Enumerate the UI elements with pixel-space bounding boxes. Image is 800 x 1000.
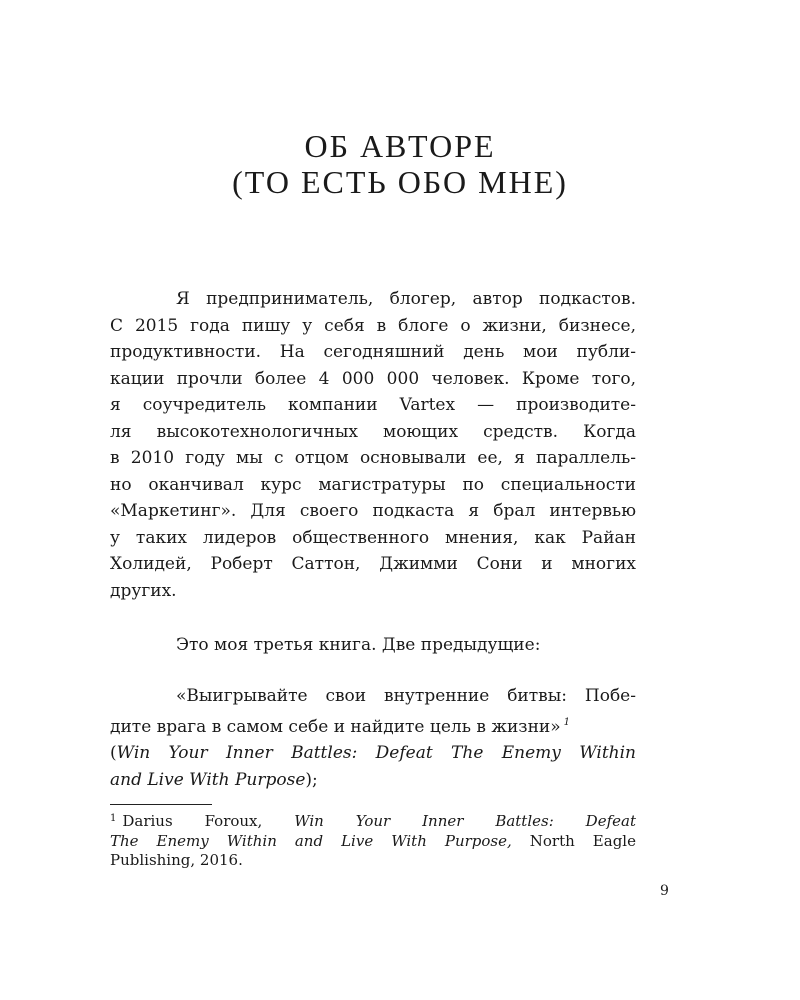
- paragraph-books-intro: [110, 632, 636, 659]
- book-title-english-cont: and Live With Purpose: [110, 769, 306, 790]
- footnote-reference[interactable]: 1: [563, 716, 570, 728]
- text-line: Я предприниматель, блогер, автор подкастов.: [176, 289, 636, 309]
- text-line: «Маркетинг». Для своего подкаста я брал интервью: [110, 501, 636, 521]
- footnote-title-cont: The Enemy Within and Live With Purpose,: [110, 831, 512, 850]
- text-line: ля высокотехнологичных моющих средств. Когда: [110, 421, 636, 442]
- text-line: у таких лидеров общественного мнения, как Райан: [110, 527, 636, 548]
- text-line: но оканчивал курс магистратуры по специальности: [110, 474, 636, 495]
- close-paren: );: [305, 769, 318, 790]
- page-number: 9: [660, 883, 669, 899]
- text-line: я соучредитель компании Vartex — производите-: [110, 395, 636, 415]
- paragraph-first-book: [110, 683, 636, 793]
- text-line: других.: [110, 580, 177, 601]
- book-title-russian: дите врага в самом себе и найдите цель в жизни»: [110, 716, 561, 737]
- text-line: Холидей, Роберт Саттон, Джимми Сони и многих: [110, 554, 636, 574]
- title-line-2: (ТО ЕСТЬ ОБО МНЕ): [232, 164, 568, 200]
- text-line: [110, 710, 636, 741]
- book-title-english: Win Your Inner Battles: Defeat The Enemy Within: [116, 743, 636, 763]
- text-line: [110, 740, 636, 767]
- footnote-title: Win Your Inner Battles: Defeat: [294, 812, 636, 830]
- text-line: кации прочли более 4 000 000 человек. Кроме того,: [110, 368, 636, 389]
- text-line: в 2010 году мы с отцом основывали ее, я параллель-: [110, 448, 636, 468]
- open-paren: (: [110, 743, 117, 763]
- footnote-author: Darius Foroux,: [122, 812, 263, 830]
- footnote-line: Publishing, 2016.: [110, 851, 243, 869]
- text-line: Это моя третья книга. Две предыдущие:: [176, 635, 541, 655]
- footnote-line: [110, 809, 636, 832]
- footnote-line: [110, 832, 636, 852]
- footnote: [110, 809, 636, 871]
- title-line-1: ОБ АВТОРЕ: [304, 128, 496, 164]
- footnote-divider: [110, 804, 212, 805]
- text-line: продуктивности. На сегодняшний день мои публи-: [110, 342, 636, 362]
- footnote-publisher: North Eagle: [529, 831, 636, 850]
- text-line: [110, 767, 636, 794]
- paragraph-about-author: [110, 286, 636, 604]
- footnote-number: 1: [110, 813, 117, 824]
- page-title: [0, 128, 800, 200]
- text-line: «Выигрывайте свои внутренние битвы: Побе-: [176, 686, 636, 706]
- text-line: С 2015 года пишу у себя в блоге о жизни, бизнесе,: [110, 315, 636, 336]
